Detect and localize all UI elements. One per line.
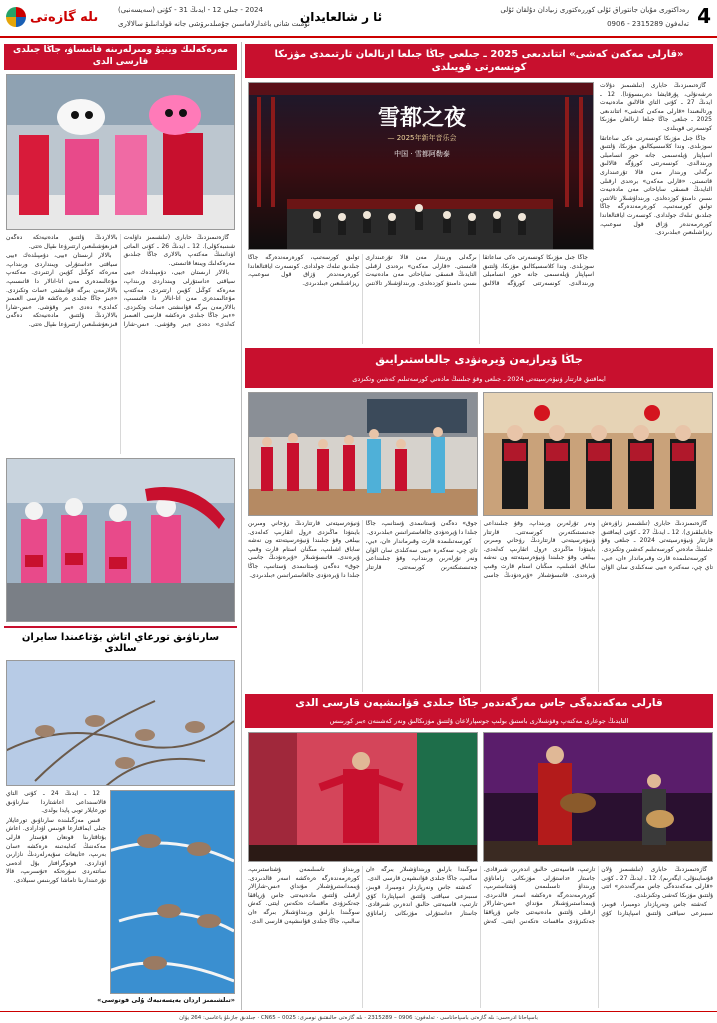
column-divider xyxy=(241,42,242,1010)
taichi-photo-graphic xyxy=(248,393,477,516)
children-lion-photo xyxy=(6,74,235,230)
article1-lead-column xyxy=(600,82,712,344)
side1-body-a: بالالار ارىستان ءبيى، دۇمپىلدەك ءبيى سياقتى ءداستۇرلى ويىنداردى ورىنداپ، مەرەكە كوڭىل كۇيىن ارتتىردى. مەكتەپ مۇعالىمدەرى مەن اتا-انالار دا قاتىسىپ، بالالارمەن بىرگە قۋانىشتى ءسات وتكىزدى. «ءبىز جاڭا جىلدى ەرەكشە قارسى العىمىز كەلدى» دەدى ءبىر وقۋشى. ءىس-شارا بالالاردىڭ ۇلتتىق مادەنيەتكە دەگەن قىزىعۋشىلىعىن ارتتىرۋعا ىقپال ەتتى. xyxy=(6,234,235,328)
article2-subtitle: ايماقتىق قارتتار ۋنيۆەرسيتەتى 2024 ـ جىلعى وقۋ جىلىنىڭ مادەني كورسەتىلىم كەشىن وتكىزدى xyxy=(352,374,606,383)
singers-photo xyxy=(483,392,713,516)
page-number: 4 xyxy=(697,4,711,28)
article2-text xyxy=(248,520,713,692)
side2-text xyxy=(6,790,106,986)
sidebar-divider xyxy=(4,626,237,628)
section-title: ئا ر شالعايدان xyxy=(300,10,383,24)
article3-title: قارلى مەكەندەگى جاس مەرگەندەر جاڭا جىلدى قۋانىشپەن قارسى الدى xyxy=(245,694,713,714)
side2-lead: 12 ـ ايدىڭ 24 ـ كۇنى التاي قالاسىنداعى اعاشتاردا سارناۋىق تورعايلار توبى پايدا بولدى. xyxy=(6,790,106,815)
article3-lead: گازەتىمىزدىڭ حابارى (تىلشىمىز ۇلان قۇسايىنۇلى، ايگەرىم). 12 ـ ايدىڭ 27 ـ كۇنى «قارلى مەكەندەگى جاس مەرگەندەر» اتتى ۇلتتىق مۋزىكا كەشى وتكىزىلدى. xyxy=(601,866,713,899)
article1-body-b: جاڭا جىل مۋزىكا كونسەرتى ەكى ساعاتقا سوزىلدى. وندا كلاسسيكالىق مۋزىكا، ۇلتتىق اسپاپتار ۇيلەسىمى جانە حور انسامبلى ورىندالدى. كونسەرتتى كورۋگە قالالىق ىرگەلى ورىندار مەن قالا تۇرعىندارى قاتىستى. «قارلى مەكەن» برەندى ارقىلى التايدىڭ قىسقى ساياحاتى مەن مادەنيەت ىسىن دامىتۋ كوزدەلدى. ورىنداۋشىلار تالانتىن تولىق كورسەتىپ، كورەرمەندەرگە جاڭا جىلدىق تىلەك جولدادى. كونسەرت اياقتالعاندا كورەرمەندەر ۇزاق قول سوعىپ، ريزاشىلىعىن ءبىلدىردى. xyxy=(248,254,594,287)
phone-line: تەلەفون 2315289 - 0906 xyxy=(607,20,689,28)
side1-text xyxy=(6,234,235,454)
article2-title: جاڭا ۆيرازبەن ۆيرەنۋدى جالعاستىرايىق xyxy=(245,348,713,372)
side1-body-b: بالالار ارىستان ءبيى، دۇمپىلدەك ءبيى سياقتى ءداستۇرلى ويىنداردى ورىنداپ، مەرەكە كوڭىل كۇيىن ارتتىردى. مەكتەپ مۇعالىمدەرى مەن اتا-انالار دا قاتىسىپ، بالالارمەن بىرگە قۋانىشتى ءسات وتكىزدى. «ءبىز جاڭا جىلدى ەرەكشە قارسى العىمىز كەلدى» دەدى ءبىر وقۋشى. ءىس-شارا بالالاردىڭ ۇلتتىق مادەنيەتكە دەگەن قىزىعۋشىلىعىن ارتتىرۋعا ىقپال ەتتى. xyxy=(6,252,118,328)
concert-photo xyxy=(248,82,594,250)
waxwing-photo-1-graphic xyxy=(6,661,234,786)
taichi-photo xyxy=(248,392,478,516)
masthead xyxy=(0,0,717,38)
article3-body-b: كەشتە جاس ونەرپازدار دومبىرا، قوبىز، سىبىزعى سياقتى ۇلتتىق اسپاپتاردا كۇي تارتىپ، قاسيەتتى حالىق اندەرىن شىرقادى. جاستار ءداستۇرلى مۋزىكانى زاماناۋي ورىنداۋ تاسىلىمەن ۇشتاستىرىپ، كورەرمەندەرگە ەرەكشە اسەر قالدىردى. ۇيىمداستىرۋشىلار مۇنداي ءىس-شارالار ارقىلى ۇلتتىق مادەنيەتتى جاس ۇرپاققا جەتكىزۋدى ماقسات ەتكەنىن ايتتى. كەش سوڭىندا بارلىق ورىنداۋشىلار بىرگە ءان سالىپ، جاڭا جىلدى قۋانىشپەن قارسى الدى. xyxy=(248,866,478,925)
paper-logo xyxy=(6,6,106,28)
waxwing-photo-2-graphic xyxy=(110,791,234,994)
concert-banner-brand: 中国 · 雪都阿勒泰 xyxy=(394,150,450,158)
side1-title: مەرەكەلىك وينيۇ ومىرلەرىنە قاتىساۋ، جاڭا جىلدى قارسى الدى xyxy=(4,44,237,70)
article2-body-a: كورسەتىلىمدە قارت وقىرماندار ءان، ءبي، تاي چي، سەكەرە ءبيى سەكىلدى سان الۋان ونەر تۇرلەرىن ورىنداپ، وقۋ جىلىنداعى جەتىستىكتەرىن كورسەتتى. قارتتار ۋنيۆەرسيتەتى قارتتاردىڭ رۋحاني ومىرىن بايىتۋدا ماڭىزدى ءرول اتقارىپ كەلەدى. بيىلعى وقۋ جىلىندا ۋنيۆەرسيتەتتە ون نەشە ساباق اشىلىپ، مىڭنان استام قارت وقىپ ۇيرەندى. قاتىسۋشىلار «ۇيرەنۋدىڭ جاسى جوق» دەگەن ۇستانىمدى ۇستانىپ، جاڭا جىلدا دا ۇيرەنۋدى جالعاستىراتىنىن ءبىلدىردى. xyxy=(365,520,713,579)
musicians-photo-graphic xyxy=(483,733,712,862)
dancer-photo xyxy=(248,732,478,862)
article1-lead: گازەتىمىزدىڭ حابارى (تىلشىمىز دۇلات ەرشەنۇلى، پۇرقايشا دەربىسوۆنا). 12 ـ ايدىڭ 27 ـ كۇنى التاي قالالىق مادەنيەت ورتالىعىندا «قارلى مەكەن كەشى» اتتاندىعى 2025 ـ جىلعى جاڭا جىلعا ارنالعان مۋزىكا كونسەرتى قويىلدى. xyxy=(600,82,712,132)
subtitle-line: ئۇمىت شانى باغدارلاماسىن جۇمىلدىرۋشى جانە قولدانىلىۋ سالالارى xyxy=(118,20,310,28)
children-lion-photo-graphic xyxy=(6,75,234,230)
article3-subtitle: التايدىڭ جوعارى مەكتەپ وقۋشىلارى باستىق بولىپ جوسپارلاعان ۇلتتىق مۋزىكالىق ونەر كەشىنەن ءبىر كورىنىس xyxy=(329,716,629,725)
article3-text xyxy=(248,866,713,1008)
article2-body-b: كورسەتىلىمدە قارت وقىرماندار ءان، ءبي، تاي چي، سەكەرە ءبيى سەكىلدى سان الۋان ونەر تۇرلەرىن ورىنداپ، وقۋ جىلىنداعى جەتىستىكتەرىن كورسەتتى. قارتتار ۋنيۆەرسيتەتى قارتتاردىڭ رۋحاني ومىرىن بايىتۋدا ماڭىزدى ءرول اتقارىپ كەلەدى. بيىلعى وقۋ جىلىندا ۋنيۆەرسيتەتتە ون نەشە ساباق اشىلىپ، مىڭنان استام قارت وقىپ ۇيرەندى. قاتىسۋشىلار «ۇيرەنۋدىڭ جاسى جوق» دەگەن ۇستانىمدى ۇستانىپ، جاڭا جىلدا دا ۇيرەنۋدى جالعاستىراتىنىن ءبىلدىردى. xyxy=(248,520,478,579)
children-drums-photo xyxy=(6,458,235,622)
side1-lead: گازەتىمىزدىڭ حابارى (تىلشىمىز داۋلەت شىنىبەكۇلى). 12 ـ ايدىڭ 26 ـ كۇنى الماتى اۋدانىنىڭ مەكتەپ بالالارى جاڭا جىلدىق مەرەكەلىك ويىنعا قاتىستى. xyxy=(123,234,235,267)
article1-lower-text xyxy=(248,254,594,344)
date-line: 2024 - جىلى 12 - ايدىڭ 31 - كۇنى (سەيسەنبى) xyxy=(118,6,263,14)
article1-body-a: جاڭا جىل مۋزىكا كونسەرتى ەكى ساعاتقا سوزىلدى. وندا كلاسسيكالىق مۋزىكا، ۇلتتىق اسپاپتار ۇيلەسىمى جانە حور انسامبلى ورىندالدى. كونسەرتتى كورۋگە قالالىق ىرگەلى ورىندار مەن قالا تۇرعىندارى قاتىستى. «قارلى مەكەن» برەندى ارقىلى التايدىڭ قىسقى ساياحاتى مەن مادەنيەت ىسىن دامىتۋ كوزدەلدى. ورىنداۋشىلار تالانتىن تولىق كورسەتىپ، كورەرمەندەرگە جاڭا جىلدىق تىلەك جولدادى. كونسەرت اياقتالعاندا كورەرمەندەر ۇزاق قول سوعىپ، ريزاشىلىعىن ءبىلدىردى. xyxy=(600,134,712,237)
concert-banner-title: 雪都之夜 xyxy=(377,105,466,131)
side2-body: قىس مەزگىلىندە سارناۋىق تورعايلار جىلى ايماقتارعا قونىس اۋدارادى. اعاش بۇتاقتارىنا قونعان قۇستار قارلى مەكەننىڭ كەلبەتىنە ەرەكشە ءسان بەرىپ، ءتابيعات سۇيەرلەردىڭ نازارىن اۋداردى. فوتوگرافتار بۇل ادەمى ساتتەردى سۋرەتكە ءتۇسىرىپ، قالا تۇرعىندارىنا تاماشا كورىنىس سىيلادى. xyxy=(6,816,106,884)
children-drums-photo-graphic xyxy=(6,459,234,622)
article3-body-a: كەشتە جاس ونەرپازدار دومبىرا، قوبىز، سىبىزعى سياقتى ۇلتتىق اسپاپتاردا كۇي تارتىپ، قاسيەتتى حالىق اندەرىن شىرقادى. جاستار ءداستۇرلى مۋزىكانى زاماناۋي ورىنداۋ تاسىلىمەن ۇشتاستىرىپ، كورەرمەندەرگە ەرەكشە اسەر قالدىردى. ۇيىمداستىرۋشىلار مۇنداي ءىس-شارالار ارقىلى ۇلتتىق مادەنيەتتى جاس ۇرپاققا جەتكىزۋدى ماقسات ەتكەنىن ايتتى. كەش سوڭىندا بارلىق ورىنداۋشىلار بىرگە ءان سالىپ، جاڭا جىلدى قۋانىشپەن قارسى الدى. xyxy=(365,866,713,925)
logo-icon xyxy=(6,7,26,27)
side2-title: سارناۋىق تورعاي اتاش بۆتاعىندا سايران سالدى xyxy=(21,632,220,654)
side2-photo-credit: «تىلشىمىز اردان بەيسەنبەك ۇلى فوتوسى» xyxy=(97,996,235,1004)
article1-title: «قارلى مەكەن كەشى» اتتاندىعى 2025 ـ جىلعى جاڭا جىلعا ارنالعان تارتىمدى مۋزىكا كونسەرتى قويىلدى xyxy=(245,44,713,78)
waxwing-photo-1 xyxy=(6,660,235,786)
page-footer: باسپاحانا ادرەسى: ىلە گازەتى باسپاحاناسى · تەلەفون: 0906 – 2315289 · ىلە گازەتى حالىقتىق نومىرى: CN65 – 0025 · جىلدىق جازىلۋ باعاسى: 264 يۋان xyxy=(0,1011,717,1023)
paper-name: ىلە گازەتى xyxy=(30,9,99,25)
singers-photo-graphic xyxy=(483,393,712,516)
editor-line: رەداكتورى مۇيان جانتوراق ئۇلى كوررەكتورى زىيادان دۇلقان ئۇلى xyxy=(500,6,689,14)
dancer-photo-graphic xyxy=(248,733,477,862)
article3-header xyxy=(245,694,713,728)
musicians-photo xyxy=(483,732,713,862)
article2-header xyxy=(245,348,713,388)
article2-lead: گازەتىمىزدىڭ حابارى (تىلشىمىز زاۋرەش جانابىلقىزى). 12 ـ ايدىڭ 27 ـ كۇنى ايماقتىق قارتتار ۋنيۆەرسيتەتى 2024 ـ جىلعى وقۋ جىلىنىڭ مادەني كورسەتىلىم كەشىن وتكىزدى. xyxy=(601,520,713,553)
concert-banner-sub: — 2025年新年音乐会 xyxy=(387,134,457,142)
waxwing-photo-2 xyxy=(110,790,235,994)
